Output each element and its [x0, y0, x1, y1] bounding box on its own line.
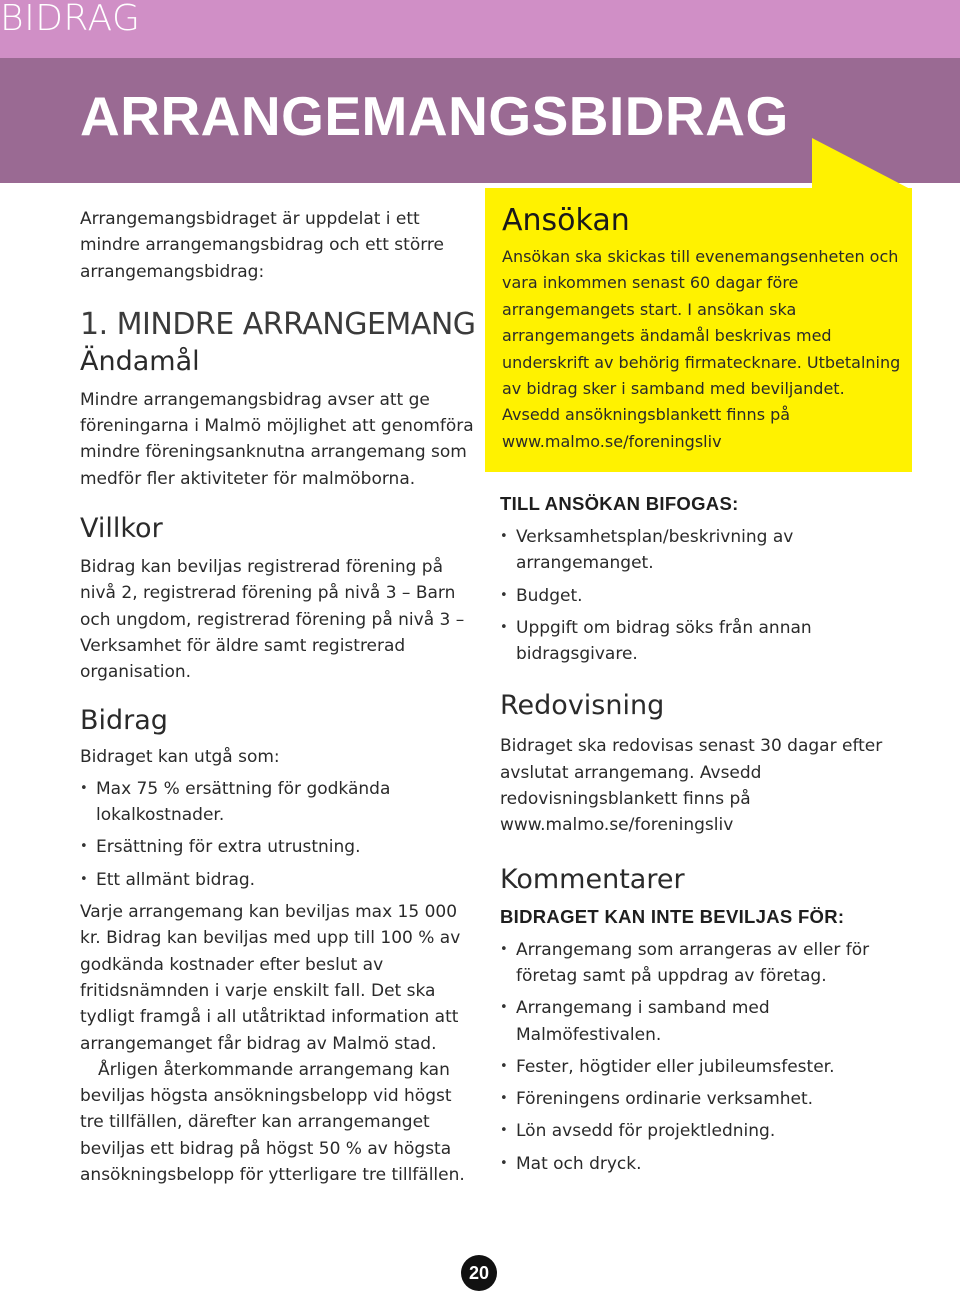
- bidrag-text: Varje arrangemang kan beviljas max 15 000 kr. Bidrag kan beviljas med upp till 100 % av godkända kostnader efter beslut av fritidsnämnden i varje enskilt fall. Det ska tydligt framgå i all utåtriktad information att arrangemanget får bidrag av Malmö stad.: [80, 902, 461, 1054]
- left-column: [80, 206, 480, 1188]
- andamal-heading: Ändamål: [80, 345, 200, 377]
- redovisning-text: Bidraget ska redovisas senast 30 dagar efter avslutat arrangemang. Avsedd redovisningsblankett finns på www.malmo.se/foreningsliv: [500, 736, 883, 836]
- ej-heading: BIDRAGET KAN INTE BEVILJAS FÖR:: [500, 905, 845, 927]
- andamal-text: Mindre arrangemangsbidrag avser att ge föreningarna i Malmö möjlighet att genomföra mindre föreningsanknutna arrangemang som medför fler aktiviteter för malmöborna.: [80, 389, 474, 489]
- list-item: • Ett allmänt bidrag.: [80, 867, 480, 893]
- section-band: [0, 0, 960, 58]
- intro-text: Arrangemangsbidraget är uppdelat i ett mindre arrangemangsbidrag och ett större arrangemangsbidrag:: [80, 209, 444, 282]
- right-column: [500, 492, 920, 1177]
- list-item: • Verksamhetsplan/beskrivning av arrangemanget.: [500, 524, 920, 577]
- bidrag-text-2: Årligen återkommande arrangemang kan beviljas högsta ansökningsbelopp vid högst tre tillfällen, därefter kan arrangemanget beviljas ett bidrag på högst 50 % av högsta ansökningsbelopp för ytterligare tre tillfällen.: [80, 1059, 465, 1186]
- list-item: • Fester, högtider eller jubileumsfester.: [500, 1054, 920, 1080]
- ansokan-box: [485, 188, 912, 472]
- ansokan-text: Ansökan ska skickas till evenemangsenheten och vara inkommen senast 60 dagar före arrangemangets start. I ansökan ska arrangemangets ändamål beskrivas med underskrift av behörig firmatecknare. Utbetalning av bidrag sker i samband med beviljandet. Avsedd ansökningsblankett finns på www.malmo.se/foreningsliv: [502, 247, 901, 451]
- list-item: • Budget.: [500, 583, 920, 609]
- callout-tab: [700, 138, 915, 192]
- section1-heading: 1. MINDRE ARRANGEMANG: [80, 306, 476, 342]
- list-item: • Lön avsedd för projektledning.: [500, 1118, 920, 1144]
- redovisning-heading: Redovisning: [500, 690, 665, 722]
- villkor-heading: Villkor: [80, 513, 163, 545]
- page-title: ARRANGEMANGSBIDRAG: [80, 85, 789, 147]
- bidrag-list: [80, 776, 480, 893]
- ej-list: [500, 937, 920, 1177]
- villkor-text: Bidrag kan beviljas registrerad förening på nivå 2, registrerad förening på nivå 3 – Barn och ungdom, registrerad förening på nivå 3 – Verksamhet för äldre samt registrerad organisation.: [80, 557, 465, 683]
- list-item: • Max 75 % ersättning för godkända lokalkostnader.: [80, 776, 480, 829]
- bifogas-list: [500, 524, 920, 667]
- list-item: • Arrangemang som arrangeras av eller för företag samt på uppdrag av företag.: [500, 937, 920, 990]
- list-item: • Mat och dryck.: [500, 1151, 920, 1177]
- bifogas-heading: TILL ANSÖKAN BIFOGAS:: [500, 493, 739, 514]
- page-number: 20: [461, 1255, 497, 1291]
- list-item: • Uppgift om bidrag söks från annan bidragsgivare.: [500, 615, 920, 668]
- list-item: • Föreningens ordinarie verksamhet.: [500, 1086, 920, 1112]
- bidrag-heading: Bidrag: [80, 704, 168, 736]
- bidrag-intro: Bidraget kan utgå som:: [80, 746, 280, 767]
- list-item: • Ersättning för extra utrustning.: [80, 834, 480, 860]
- section-label: BIDRAG: [0, 0, 141, 39]
- list-item: • Arrangemang i samband med Malmöfestivalen.: [500, 995, 920, 1048]
- kommentarer-heading: Kommentarer: [500, 863, 685, 895]
- ansokan-heading: Ansökan: [502, 203, 630, 238]
